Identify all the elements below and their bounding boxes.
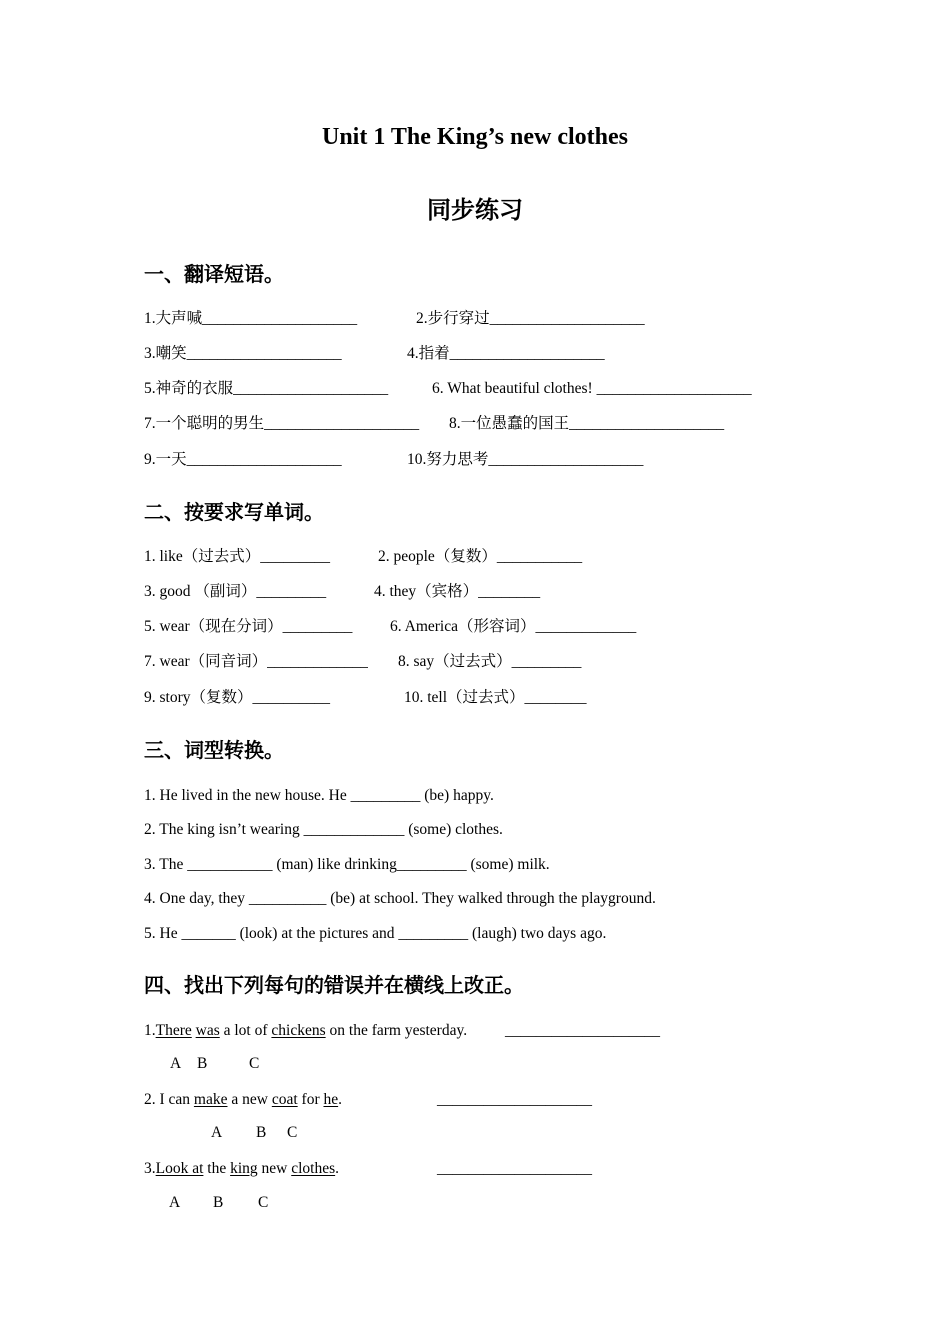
exercise-item: 1. like（过去式）_________ — [144, 548, 330, 565]
option-letters — [0, 1055, 950, 1075]
option-a: A — [211, 1124, 223, 1141]
error-sentence-2 — [144, 1090, 342, 1110]
sentence-text: for — [297, 1091, 324, 1108]
option-b: B — [197, 1055, 208, 1072]
underlined-part-a: Look at — [155, 1160, 204, 1177]
exercise-item: 6. What beautiful clothes! ____________________ — [432, 380, 752, 397]
exercise-item: 8.一位愚蠢的国王____________________ — [449, 415, 725, 432]
exercise-item: 3.嘲笑____________________ — [144, 345, 342, 362]
error-sentence-3 — [144, 1159, 339, 1179]
question-number: 1. — [144, 1022, 156, 1039]
exercise-item: 3. The ___________ (man) like drinking_________ (some) milk. — [144, 856, 550, 873]
option-c: C — [249, 1055, 260, 1072]
sentence-text: . — [338, 1091, 342, 1108]
exercise-item: 2. people（复数）___________ — [378, 548, 583, 565]
section-heading: 四、找出下列每句的错误并在横线上改正。 — [144, 975, 524, 997]
sentence-text: new — [257, 1160, 292, 1177]
option-a: A — [170, 1055, 182, 1072]
exercise-item: 2.步行穿过____________________ — [416, 310, 645, 327]
exercise-item: 2. The king isn’t wearing _____________ (some) clothes. — [144, 821, 503, 838]
exercise-item: 8. say（过去式）_________ — [398, 653, 582, 670]
exercise-item: 4.指着____________________ — [407, 345, 605, 362]
exercise-item: 4. they（宾格）________ — [374, 583, 541, 600]
answer-blank: ____________________ — [437, 1160, 592, 1177]
exercise-item: 5.神奇的衣服____________________ — [144, 380, 389, 397]
option-b: B — [213, 1194, 224, 1211]
exercise-item: 9.一天____________________ — [144, 451, 342, 468]
underlined-part-b: coat — [271, 1091, 298, 1108]
exercise-item: 1. He lived in the new house. He _________ (be) happy. — [144, 787, 494, 804]
option-a: A — [169, 1194, 181, 1211]
exercise-item: 6. America（形容词）_____________ — [390, 618, 637, 635]
sentence-text: . — [335, 1160, 340, 1177]
sentence-text: the — [203, 1160, 231, 1177]
section-heading: 一、翻译短语。 — [144, 264, 284, 286]
sentence-text: a new — [227, 1091, 272, 1108]
sentence-text: on the farm yesterday. — [325, 1022, 468, 1039]
exercise-item: 10. tell（过去式）________ — [404, 689, 587, 706]
underlined-part-c: chickens — [271, 1022, 326, 1039]
question-number: 2. I can — [144, 1091, 194, 1108]
answer-blank: ____________________ — [505, 1022, 660, 1039]
section-heading: 二、按要求写单词。 — [144, 502, 324, 524]
exercise-item: 7. wear（同音词）_____________ — [144, 653, 368, 670]
worksheet-title: Unit 1 The King’s new clothes — [321, 124, 629, 150]
underlined-part-b: king — [230, 1160, 258, 1177]
exercise-item: 5. wear（现在分词）_________ — [144, 618, 353, 635]
underlined-part-b: was — [195, 1022, 220, 1039]
option-letters — [0, 1194, 950, 1214]
underlined-part-c: clothes — [291, 1160, 336, 1177]
answer-blank: ____________________ — [437, 1091, 592, 1108]
error-sentence-1 — [144, 1021, 467, 1041]
question-number: 3. — [144, 1160, 156, 1177]
option-c: C — [287, 1124, 298, 1141]
underlined-part-c: he — [323, 1091, 339, 1108]
option-c: C — [258, 1194, 269, 1211]
worksheet-subtitle: 同步练习 — [427, 198, 523, 224]
exercise-item: 5. He _______ (look) at the pictures and _________ (laugh) two days ago. — [144, 925, 607, 942]
option-b: B — [256, 1124, 267, 1141]
section-heading: 三、词型转换。 — [144, 740, 284, 762]
exercise-item: 9. story（复数）__________ — [144, 689, 331, 706]
exercise-item: 4. One day, they __________ (be) at school. They walked through the playground. — [144, 890, 656, 907]
exercise-item: 7.一个聪明的男生____________________ — [144, 415, 420, 432]
underlined-part-a: make — [193, 1091, 228, 1108]
sentence-text: a lot of — [219, 1022, 272, 1039]
exercise-item: 10.努力思考____________________ — [407, 451, 644, 468]
underlined-part-a: There — [155, 1022, 192, 1039]
exercise-item: 1.大声喊____________________ — [144, 310, 358, 327]
exercise-item: 3. good （副词）_________ — [144, 583, 327, 600]
option-letters — [0, 1124, 950, 1144]
